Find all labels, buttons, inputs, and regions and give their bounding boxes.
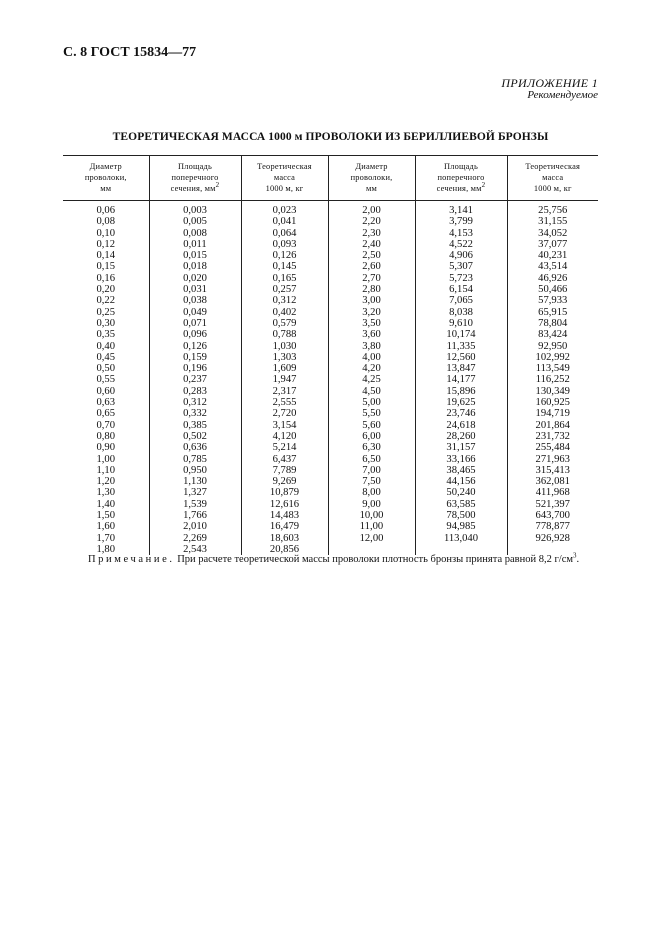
mass-table: [63, 155, 598, 555]
mass-cell: 0,064: [241, 228, 328, 239]
table-row: [63, 318, 598, 329]
diameter-cell: 0,60: [96, 385, 116, 397]
area-cell: 24,618: [415, 420, 507, 431]
diameter-cell: 0,10: [96, 227, 116, 239]
table-row: [63, 341, 598, 352]
area-cell: 0,003: [149, 201, 241, 217]
mass-cell: 926,928: [507, 533, 598, 544]
diameter-cell: 4,25: [328, 374, 415, 385]
mass-cell: 0,402: [241, 307, 328, 318]
table-row: [63, 261, 598, 272]
area-cell: 0,005: [149, 216, 241, 227]
diameter-cell: 2,70: [328, 273, 415, 284]
area-cell: 0,283: [149, 386, 241, 397]
area-cell: 23,746: [415, 408, 507, 419]
note-sup: 3: [573, 551, 577, 560]
mass-cell: 16,479: [241, 521, 328, 532]
diameter-cell: 0,25: [96, 306, 116, 318]
table-row: [63, 228, 598, 239]
mass-cell: 3,154: [241, 420, 328, 431]
diameter-cell: 0,12: [96, 238, 116, 250]
area-cell: 1,539: [149, 499, 241, 510]
area-cell: 15,896: [415, 386, 507, 397]
note-text: При расчете теоретической массы проволоки плотность бронзы принята равной 8,2 г/см: [174, 554, 574, 565]
diameter-cell: 4,00: [328, 352, 415, 363]
area-cell: 6,154: [415, 284, 507, 295]
mass-cell: 92,950: [507, 341, 598, 352]
diameter-cell: 0,70: [96, 419, 116, 431]
mass-cell: 315,413: [507, 465, 598, 476]
note-label: Примечание.: [88, 554, 175, 565]
mass-cell: 255,484: [507, 442, 598, 453]
mass-cell: 20,856: [241, 544, 328, 555]
diameter-cell: 11,00: [328, 521, 415, 532]
table-row: [63, 487, 598, 498]
table-row: [63, 250, 598, 261]
diameter-cell: 1,50: [96, 510, 116, 522]
area-cell: 0,237: [149, 374, 241, 385]
area-cell: 0,008: [149, 228, 241, 239]
table-row: [63, 521, 598, 532]
page-header: С. 8 ГОСТ 15834—77: [63, 45, 197, 60]
table-row: [63, 295, 598, 306]
table-row: [63, 454, 598, 465]
table-row: [63, 510, 598, 521]
diameter-cell: 2,80: [328, 284, 415, 295]
area-cell: 19,625: [415, 397, 507, 408]
header-area: Площадь поперечного сечения, $мм^2$: [415, 156, 507, 201]
mass-cell: 130,349: [507, 386, 598, 397]
area-cell: 44,156: [415, 476, 507, 487]
appendix-subtitle: Рекомендуемое: [527, 89, 598, 101]
mass-cell: 43,514: [507, 261, 598, 272]
mass-cell: 25,756: [507, 201, 598, 217]
table-row: [63, 284, 598, 295]
area-cell: 1,766: [149, 510, 241, 521]
area-cell: 0,126: [149, 341, 241, 352]
mass-cell: 14,483: [241, 510, 328, 521]
table-row: [63, 307, 598, 318]
mass-cell: 6,437: [241, 454, 328, 465]
area-cell: 8,038: [415, 307, 507, 318]
diameter-cell: 2,30: [328, 228, 415, 239]
table-row: [63, 201, 598, 217]
area-cell: 5,723: [415, 273, 507, 284]
area-cell: 0,636: [149, 442, 241, 453]
note-paragraph: Примечание. При расчете теоретической массы проволоки плотность бронзы принята равной 8,2 $г/см^3$.: [88, 551, 580, 565]
diameter-cell: 4,50: [328, 386, 415, 397]
diameter-cell: 3,60: [328, 329, 415, 340]
mass-cell: 0,093: [241, 239, 328, 250]
mass-cell: 46,926: [507, 273, 598, 284]
area-cell: 78,500: [415, 510, 507, 521]
mass-cell: 0,312: [241, 295, 328, 306]
diameter-cell: 6,00: [328, 431, 415, 442]
mass-cell: 643,700: [507, 510, 598, 521]
table-row: [63, 363, 598, 374]
area-cell: 4,153: [415, 228, 507, 239]
mass-cell: 160,925: [507, 397, 598, 408]
table-row: [63, 397, 598, 408]
appendix-label: [501, 77, 598, 101]
area-cell: 0,096: [149, 329, 241, 340]
header-mass: Теоретическая масса 1000 м, кг: [241, 156, 328, 201]
mass-cell: 10,879: [241, 487, 328, 498]
mass-cell: 1,609: [241, 363, 328, 374]
table-row: [63, 499, 598, 510]
diameter-cell: 0,14: [96, 250, 116, 262]
table-row: [63, 476, 598, 487]
mass-cell: 411,968: [507, 487, 598, 498]
diameter-cell: 0,50: [96, 363, 116, 375]
mass-table-container: [63, 155, 598, 555]
diameter-cell: 10,00: [328, 510, 415, 521]
diameter-cell: 1,60: [96, 521, 116, 533]
area-cell: 4,522: [415, 239, 507, 250]
mass-cell: 1,947: [241, 374, 328, 385]
diameter-cell: 0,22: [96, 295, 116, 307]
area-cell: 38,465: [415, 465, 507, 476]
area-cell: 33,166: [415, 454, 507, 465]
area-cell: 0,385: [149, 420, 241, 431]
table-row: [63, 533, 598, 544]
diameter-cell: 3,00: [328, 295, 415, 306]
area-cell: 0,031: [149, 284, 241, 295]
area-cell: 0,312: [149, 397, 241, 408]
diameter-cell: 8,00: [328, 487, 415, 498]
mass-cell: 78,804: [507, 318, 598, 329]
diameter-cell: 1,40: [96, 498, 116, 510]
diameter-cell: 0,65: [96, 408, 116, 420]
mass-cell: 113,549: [507, 363, 598, 374]
document-title: ТЕОРЕТИЧЕСКАЯ МАССА 1000 м ПРОВОЛОКИ ИЗ БЕРИЛЛИЕВОЙ БРОНЗЫ: [112, 131, 549, 143]
diameter-cell: 0,16: [96, 272, 116, 284]
area-cell: 0,020: [149, 273, 241, 284]
diameter-cell: 0,15: [96, 261, 116, 273]
table-row: [63, 431, 598, 442]
mass-cell: 40,231: [507, 250, 598, 261]
table-header-row: [63, 156, 598, 201]
area-cell: 0,196: [149, 363, 241, 374]
area-cell: 9,610: [415, 318, 507, 329]
table-row: [63, 273, 598, 284]
header-area: Площадь поперечного сечения, $мм^2$: [149, 156, 241, 201]
diameter-cell: 2,00: [328, 201, 415, 217]
diameter-cell: 0,63: [96, 397, 116, 409]
mass-cell: 778,877: [507, 521, 598, 532]
diameter-cell: 4,20: [328, 363, 415, 374]
area-cell: 1,130: [149, 476, 241, 487]
diameter-cell: 2,50: [328, 250, 415, 261]
mass-cell: 50,466: [507, 284, 598, 295]
area-cell: 0,950: [149, 465, 241, 476]
table-row: [63, 239, 598, 250]
table-row: [63, 442, 598, 453]
area-cell: 0,071: [149, 318, 241, 329]
area-cell: 0,038: [149, 295, 241, 306]
area-cell: 4,906: [415, 250, 507, 261]
area-cell: 63,585: [415, 499, 507, 510]
table-row: [63, 465, 598, 476]
area-cell: 50,240: [415, 487, 507, 498]
mass-cell: 83,424: [507, 329, 598, 340]
appendix-title: ПРИЛОЖЕНИЕ 1: [501, 76, 598, 90]
diameter-cell: 0,06: [96, 205, 116, 216]
mass-cell: 2,317: [241, 386, 328, 397]
table-row: [63, 374, 598, 385]
header-diameter: Диаметр проволоки, мм: [328, 156, 415, 201]
diameter-cell: 0,55: [96, 374, 116, 386]
diameter-cell: 0,20: [96, 284, 116, 296]
diameter-cell: 2,20: [328, 216, 415, 227]
area-cell: 0,011: [149, 239, 241, 250]
area-cell: 2,543: [149, 544, 241, 555]
area-cell: 7,065: [415, 295, 507, 306]
area-cell: 31,157: [415, 442, 507, 453]
mass-cell: 57,933: [507, 295, 598, 306]
mass-cell: 521,397: [507, 499, 598, 510]
diameter-cell: 7,50: [328, 476, 415, 487]
area-cell: 0,159: [149, 352, 241, 363]
area-cell: 0,015: [149, 250, 241, 261]
area-cell: 3,799: [415, 216, 507, 227]
area-cell: 14,177: [415, 374, 507, 385]
area-cell: 113,040: [415, 533, 507, 544]
area-cell: 1,327: [149, 487, 241, 498]
mass-cell: 7,789: [241, 465, 328, 476]
area-cell: 28,260: [415, 431, 507, 442]
mass-cell: 0,165: [241, 273, 328, 284]
diameter-cell: 1,70: [96, 532, 116, 544]
diameter-cell: 1,30: [96, 487, 116, 499]
diameter-cell: 1,80: [96, 543, 116, 555]
diameter-cell: 6,50: [328, 454, 415, 465]
area-cell: 11,335: [415, 341, 507, 352]
mass-cell: 4,120: [241, 431, 328, 442]
mass-cell: 0,579: [241, 318, 328, 329]
area-cell: 10,174: [415, 329, 507, 340]
mass-cell: 0,257: [241, 284, 328, 295]
area-cell: 0,018: [149, 261, 241, 272]
mass-cell: 102,992: [507, 352, 598, 363]
diameter-cell: 1,20: [96, 476, 116, 488]
area-cell: 12,560: [415, 352, 507, 363]
diameter-cell: 0,40: [96, 340, 116, 352]
area-cell: 0,332: [149, 408, 241, 419]
mass-cell: 0,041: [241, 216, 328, 227]
mass-cell: 9,269: [241, 476, 328, 487]
diameter-cell: 2,40: [328, 239, 415, 250]
diameter-cell: 1,00: [96, 453, 116, 465]
mass-cell: 0,126: [241, 250, 328, 261]
area-cell: 2,010: [149, 521, 241, 532]
diameter-cell: 6,30: [328, 442, 415, 453]
table-row: [63, 352, 598, 363]
table-row: [63, 386, 598, 397]
mass-cell: 31,155: [507, 216, 598, 227]
mass-cell: 1,303: [241, 352, 328, 363]
diameter-cell: 9,00: [328, 499, 415, 510]
table-row: [63, 408, 598, 419]
diameter-cell: 5,50: [328, 408, 415, 419]
table-row: [63, 329, 598, 340]
area-cell: 3,141: [415, 201, 507, 217]
mass-cell: 34,052: [507, 228, 598, 239]
diameter-cell: 3,50: [328, 318, 415, 329]
diameter-cell: 0,45: [96, 351, 116, 363]
mass-cell: 271,963: [507, 454, 598, 465]
mass-cell: 201,864: [507, 420, 598, 431]
diameter-cell: 3,20: [328, 307, 415, 318]
mass-cell: 1,030: [241, 341, 328, 352]
diameter-cell: 0,30: [96, 317, 116, 329]
area-cell: 0,502: [149, 431, 241, 442]
diameter-cell: 5,60: [328, 420, 415, 431]
table-row: [63, 420, 598, 431]
mass-cell: 2,720: [241, 408, 328, 419]
area-cell: 0,049: [149, 307, 241, 318]
diameter-cell: 7,00: [328, 465, 415, 476]
diameter-cell: 0,90: [96, 442, 116, 454]
diameter-cell: 1,10: [96, 464, 116, 476]
mass-cell: 12,616: [241, 499, 328, 510]
mass-cell: 231,732: [507, 431, 598, 442]
mass-cell: 37,077: [507, 239, 598, 250]
mass-cell: 116,252: [507, 374, 598, 385]
area-cell: 2,269: [149, 533, 241, 544]
mass-cell: 18,603: [241, 533, 328, 544]
area-cell: 0,785: [149, 454, 241, 465]
header-diameter: Диаметр проволоки, мм: [63, 156, 149, 201]
diameter-cell: 0,35: [96, 329, 116, 341]
diameter-cell: 3,80: [328, 341, 415, 352]
area-cell: 94,985: [415, 521, 507, 532]
mass-cell: 194,719: [507, 408, 598, 419]
mass-cell: 362,081: [507, 476, 598, 487]
area-cell: 13,847: [415, 363, 507, 374]
diameter-cell: 12,00: [328, 533, 415, 544]
header-mass: Теоретическая масса 1000 м, кг: [507, 156, 598, 201]
diameter-cell: 5,00: [328, 397, 415, 408]
mass-cell: 0,023: [241, 201, 328, 217]
diameter-cell: 0,80: [96, 430, 116, 442]
diameter-cell: 2,60: [328, 261, 415, 272]
table-row: [63, 216, 598, 227]
mass-cell: 2,555: [241, 397, 328, 408]
area-cell: 5,307: [415, 261, 507, 272]
mass-cell: 0,788: [241, 329, 328, 340]
table-body: [63, 201, 598, 556]
mass-cell: 65,915: [507, 307, 598, 318]
diameter-cell: 0,08: [96, 216, 116, 228]
mass-cell: 0,145: [241, 261, 328, 272]
mass-cell: 5,214: [241, 442, 328, 453]
